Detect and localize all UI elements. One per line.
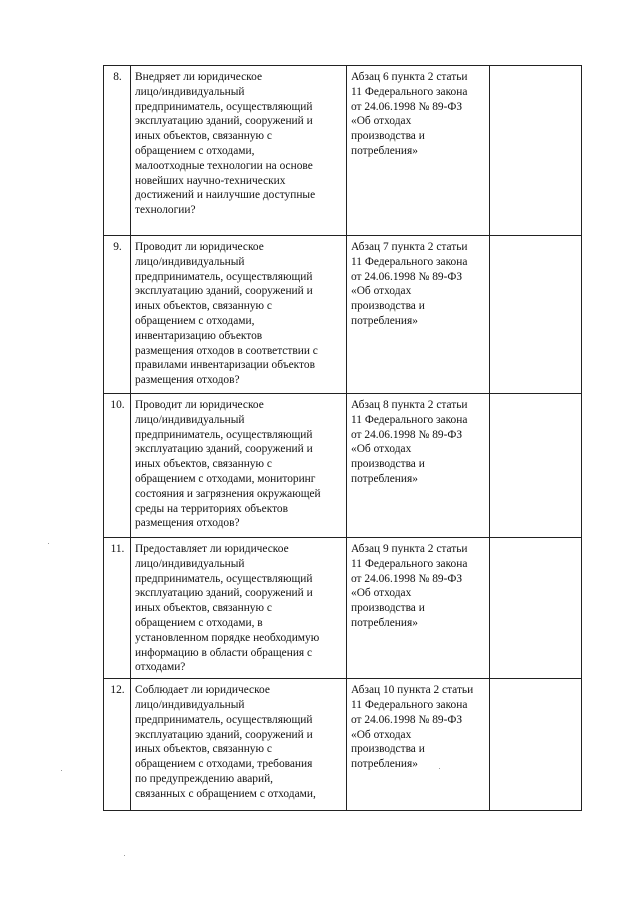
question-line: среды на территориях объектов: [135, 502, 289, 515]
question-line: Проводит ли юридическое: [135, 399, 264, 411]
basis-line: потребления»: [351, 616, 418, 629]
table-row: [104, 66, 582, 236]
question-line: связанных с обращением с отходами,: [135, 787, 316, 800]
table-row: [104, 679, 582, 811]
table-row: [104, 236, 582, 394]
basis-line: потребления»: [351, 758, 418, 771]
basis-line: производства и: [351, 130, 425, 143]
question-line: эксплуатацию зданий, сооружений и: [135, 443, 313, 456]
basis-line: от 24.06.1998 № 89-ФЗ: [351, 100, 463, 113]
question-line: предприниматель, осуществляющий: [135, 100, 313, 113]
basis-line: Абзац 6 пункта 2 статьи: [351, 71, 468, 83]
legal-basis-cell: [347, 394, 490, 538]
question-line: иных объектов, связанную с: [135, 300, 272, 313]
question-line: малоотходные технологии на основе: [135, 159, 313, 172]
question-line: лицо/индивидуальный: [135, 85, 245, 98]
checklist-table: [103, 65, 582, 811]
basis-line: Абзац 7 пункта 2 статьи: [351, 241, 468, 253]
basis-line: от 24.06.1998 № 89-ФЗ: [351, 572, 463, 585]
question-line: обращением с отходами, требования: [135, 758, 313, 771]
question-cell: [131, 679, 347, 811]
scan-speck: [48, 543, 49, 544]
question-line: обращением с отходами, мониторинг: [135, 472, 316, 485]
question-line: лицо/индивидуальный: [135, 557, 245, 570]
table-row: [104, 394, 582, 538]
basis-line: «Об отходах: [351, 587, 412, 600]
question-line: предприниматель, осуществляющий: [135, 572, 313, 585]
question-line: размещения отходов?: [135, 374, 240, 387]
question-line: обращением с отходами,: [135, 144, 255, 157]
basis-line: от 24.06.1998 № 89-ФЗ: [351, 270, 463, 283]
question-cell: [131, 66, 347, 236]
basis-line: производства и: [351, 300, 425, 313]
scan-speck: [439, 768, 440, 769]
question-line: предприниматель, осуществляющий: [135, 428, 313, 441]
question-line: новейших научно-технических: [135, 174, 286, 187]
basis-line: Абзац 10 пункта 2 статьи: [351, 684, 474, 697]
basis-line: «Об отходах: [351, 285, 412, 298]
row-number: 11.: [104, 538, 131, 679]
question-line: лицо/индивидуальный: [135, 255, 245, 268]
basis-line: Абзац 8 пункта 2 статьи: [351, 399, 468, 411]
question-line: обращением с отходами, в: [135, 616, 263, 629]
basis-line: производства и: [351, 743, 425, 756]
basis-line: от 24.06.1998 № 89-ФЗ: [351, 713, 463, 726]
question-line: состояния и загрязнения окружающей: [135, 487, 321, 500]
question-line: Соблюдает ли юридическое: [135, 684, 270, 697]
basis-line: 11 Федерального закона: [351, 413, 468, 426]
legal-basis-cell: [347, 66, 490, 236]
basis-line: потребления»: [351, 144, 418, 157]
question-line: Проводит ли юридическое: [135, 241, 264, 253]
legal-basis-cell: [347, 236, 490, 394]
question-line: предприниматель, осуществляющий: [135, 270, 313, 283]
scan-speck: [124, 855, 125, 856]
row-number: 8.: [104, 66, 131, 236]
question-line: иных объектов, связанную с: [135, 743, 272, 756]
question-line: Внедряет ли юридическое: [135, 71, 262, 83]
checklist-body: [104, 66, 582, 811]
answer-cell: [490, 538, 582, 679]
question-cell: [131, 394, 347, 538]
question-cell: [131, 236, 347, 394]
row-number: 12.: [104, 679, 131, 811]
basis-line: Абзац 9 пункта 2 статьи: [351, 543, 468, 555]
basis-line: 11 Федерального закона: [351, 698, 468, 711]
basis-line: 11 Федерального закона: [351, 85, 468, 98]
question-line: информацию в области обращения с: [135, 646, 313, 659]
question-line: инвентаризацию объектов: [135, 329, 263, 342]
question-line: установленном порядке необходимую: [135, 631, 320, 644]
legal-basis-cell: [347, 538, 490, 679]
basis-line: «Об отходах: [351, 443, 412, 456]
question-line: иных объектов, связанную с: [135, 602, 272, 615]
question-line: эксплуатацию зданий, сооружений и: [135, 285, 313, 298]
question-line: эксплуатацию зданий, сооружений и: [135, 115, 313, 128]
question-line: лицо/индивидуальный: [135, 413, 245, 426]
answer-cell: [490, 66, 582, 236]
question-line: отходами?: [135, 661, 186, 674]
basis-line: «Об отходах: [351, 728, 412, 741]
basis-line: «Об отходах: [351, 115, 412, 128]
basis-line: 11 Федерального закона: [351, 557, 468, 570]
question-cell: [131, 538, 347, 679]
answer-cell: [490, 679, 582, 811]
table-row: [104, 538, 582, 679]
question-line: эксплуатацию зданий, сооружений и: [135, 728, 313, 741]
basis-line: производства и: [351, 458, 425, 471]
question-line: достижений и наилучшие доступные: [135, 189, 316, 202]
question-line: обращением с отходами,: [135, 314, 255, 327]
row-number: 10.: [104, 394, 131, 538]
question-line: правилами инвентаризации объектов: [135, 359, 315, 372]
question-line: эксплуатацию зданий, сооружений и: [135, 587, 313, 600]
scan-speck: [61, 770, 62, 771]
question-line: размещения отходов в соответствии с: [135, 344, 318, 357]
question-line: предприниматель, осуществляющий: [135, 713, 313, 726]
basis-line: производства и: [351, 602, 425, 615]
answer-cell: [490, 236, 582, 394]
question-line: по предупреждению аварий,: [135, 772, 274, 785]
basis-line: потребления»: [351, 314, 418, 327]
basis-line: потребления»: [351, 472, 418, 485]
basis-line: 11 Федерального закона: [351, 255, 468, 268]
question-line: Предоставляет ли юридическое: [135, 543, 289, 555]
question-line: размещения отходов?: [135, 517, 240, 530]
answer-cell: [490, 394, 582, 538]
basis-line: от 24.06.1998 № 89-ФЗ: [351, 428, 463, 441]
question-line: лицо/индивидуальный: [135, 698, 245, 711]
row-number: 9.: [104, 236, 131, 394]
question-line: иных объектов, связанную с: [135, 130, 272, 143]
question-line: иных объектов, связанную с: [135, 458, 272, 471]
legal-basis-cell: [347, 679, 490, 811]
question-line: технологии?: [135, 204, 196, 217]
